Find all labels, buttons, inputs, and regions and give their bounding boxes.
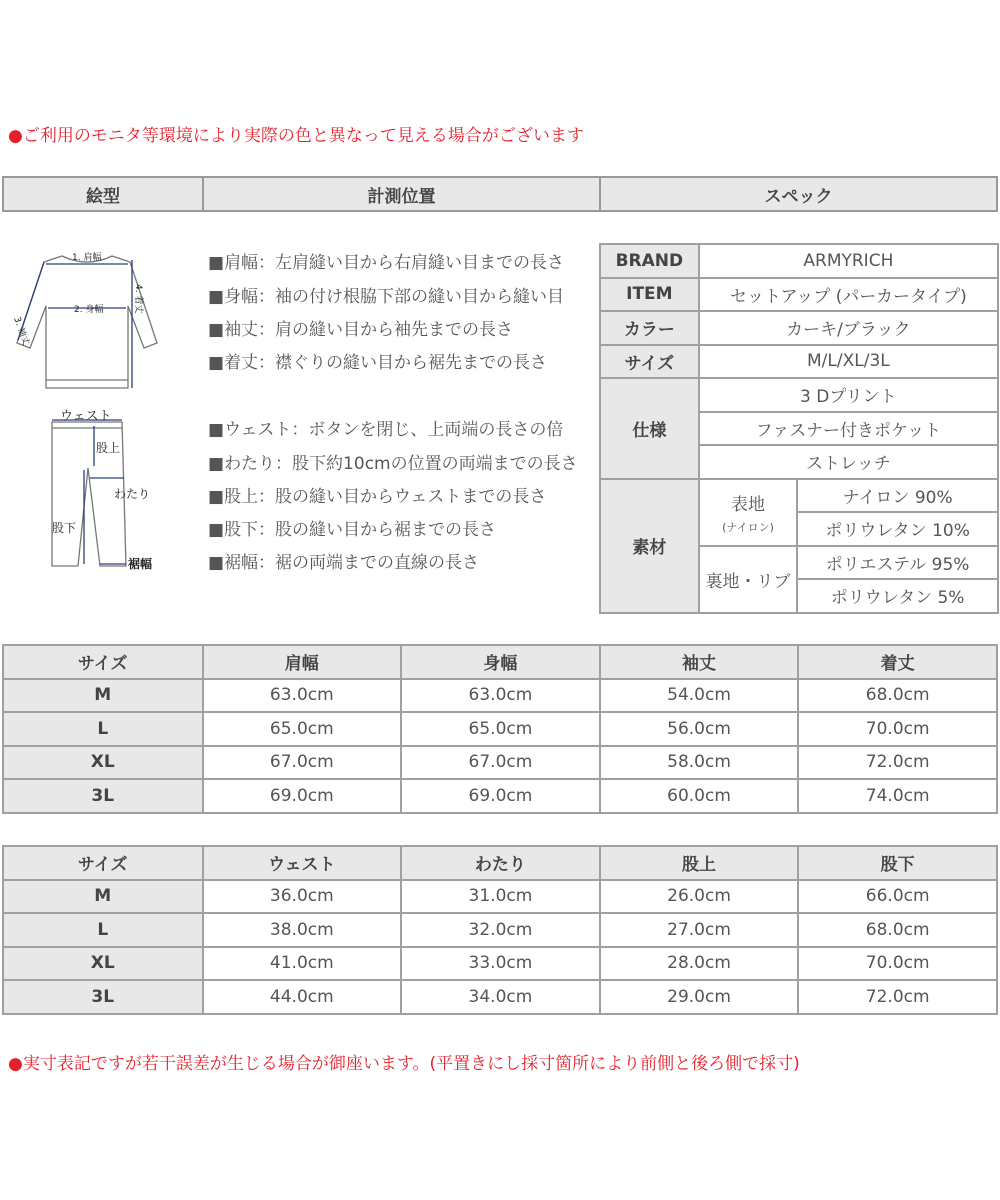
size-cell: 3L	[3, 980, 203, 1014]
diagram-label-chest: 2. 身幅	[74, 305, 104, 315]
spec-feature-label: 仕様	[600, 378, 699, 479]
measure-notice	[8, 1049, 800, 1074]
value-cell: 69.0cm	[203, 779, 402, 813]
value-cell: 41.0cm	[203, 947, 402, 981]
spec-material-label: 素材	[600, 479, 699, 613]
value-cell: 56.0cm	[600, 712, 799, 746]
diagram-label-rise: 股上	[96, 441, 121, 455]
value-cell: 60.0cm	[600, 779, 799, 813]
spec-lining-value: ポリエステル 95%	[797, 546, 998, 580]
bullet-icon: ●	[8, 1054, 23, 1074]
size-cell: L	[3, 712, 203, 746]
measure-notice-text: 実寸表記ですが若干誤差が生じる場合が御座います。(平置きにし採寸箇所により前側と後ろ側で採寸)	[22, 1054, 800, 1074]
column-header: 身幅	[401, 645, 600, 679]
measure-item: ■わたり：股下約10cmの位置の両端までの長さ	[208, 454, 578, 474]
section-header	[2, 176, 998, 212]
value-cell: 26.0cm	[600, 880, 799, 914]
value-cell: 70.0cm	[798, 947, 997, 981]
table-row	[3, 779, 997, 813]
table-row	[3, 913, 997, 947]
diagram-label-sleeve: 3. 袖丈	[11, 315, 31, 347]
size-cell: M	[3, 880, 203, 914]
spec-outer-title: 表地	[731, 494, 765, 515]
size-cell: 3L	[3, 779, 203, 813]
value-cell: 67.0cm	[401, 746, 600, 780]
spec-color-label: カラー	[600, 311, 699, 345]
measure-item: ■袖丈：肩の縫い目から袖先までの長さ	[208, 320, 514, 340]
table-row	[3, 712, 997, 746]
table-header-row	[3, 645, 997, 679]
column-header: サイズ	[3, 846, 203, 880]
spec-feature-value: ファスナー付きポケット	[699, 412, 998, 446]
value-cell: 63.0cm	[203, 679, 402, 713]
spec-lining-label: 裏地・リブ	[699, 546, 798, 613]
spec-item-label: ITEM	[600, 278, 699, 312]
spec-outer-sub: (ナイロン)	[722, 520, 774, 534]
value-cell: 68.0cm	[798, 679, 997, 713]
measure-item: ■股下：股の縫い目から裾までの長さ	[208, 520, 497, 540]
color-notice	[8, 121, 584, 146]
table-row	[3, 880, 997, 914]
spec-color-value: カーキ/ブラック	[699, 311, 998, 345]
measure-item: ■着丈：襟ぐりの縫い目から裾先までの長さ	[208, 353, 548, 373]
value-cell: 29.0cm	[600, 980, 799, 1014]
value-cell: 66.0cm	[798, 880, 997, 914]
spec-item-value: セットアップ (パーカータイプ)	[699, 278, 998, 312]
value-cell: 32.0cm	[401, 913, 600, 947]
value-cell: 69.0cm	[401, 779, 600, 813]
size-table-top	[2, 644, 998, 814]
diagram-label-length: 4. 着丈	[133, 284, 143, 314]
value-cell: 65.0cm	[203, 712, 402, 746]
column-header: 袖丈	[600, 645, 799, 679]
color-notice-text: ご利用のモニタ等環境により実際の色と異なって見える場合がございます	[22, 126, 584, 146]
spec-outer-value: ナイロン 90%	[797, 479, 998, 513]
table-row	[3, 679, 997, 713]
size-cell: XL	[3, 947, 203, 981]
value-cell: 68.0cm	[798, 913, 997, 947]
header-measure-position: 計測位置	[204, 178, 601, 210]
measure-item: ■股上：股の縫い目からウェストまでの長さ	[208, 487, 547, 507]
column-header: 肩幅	[203, 645, 402, 679]
table-header-row	[3, 846, 997, 880]
spec-feature-value: 3 Dプリント	[699, 378, 998, 412]
diagram-label-hem: 裾幅	[128, 557, 153, 571]
size-table-bottom	[2, 845, 998, 1015]
table-row	[3, 980, 997, 1014]
diagram-label-inseam: 股下	[52, 521, 77, 535]
size-cell: L	[3, 913, 203, 947]
value-cell: 28.0cm	[600, 947, 799, 981]
column-header: 股上	[600, 846, 799, 880]
value-cell: 31.0cm	[401, 880, 600, 914]
table-row	[3, 947, 997, 981]
bullet-icon: ●	[8, 126, 23, 146]
value-cell: 63.0cm	[401, 679, 600, 713]
spec-size-value: M/L/XL/3L	[699, 345, 998, 379]
size-cell: XL	[3, 746, 203, 780]
column-header: 股下	[798, 846, 997, 880]
value-cell: 33.0cm	[401, 947, 600, 981]
measure-item: ■ウェスト：ボタンを閉じ、上両端の長さの倍	[208, 420, 564, 440]
value-cell: 44.0cm	[203, 980, 402, 1014]
spec-brand-value: ARMYRICH	[699, 244, 998, 278]
spec-table	[599, 243, 999, 614]
value-cell: 38.0cm	[203, 913, 402, 947]
measure-item: ■肩幅：左肩縫い目から右肩縫い目までの長さ	[208, 253, 565, 273]
column-header: ウェスト	[203, 846, 402, 880]
spec-lining-value: ポリウレタン 5%	[797, 579, 998, 613]
value-cell: 27.0cm	[600, 913, 799, 947]
column-header: 着丈	[798, 645, 997, 679]
diagram-label-thigh: わたり	[114, 487, 151, 501]
column-header: サイズ	[3, 645, 203, 679]
measure-item: ■裾幅：裾の両端までの直線の長さ	[208, 553, 480, 573]
value-cell: 58.0cm	[600, 746, 799, 780]
spec-feature-value: ストレッチ	[699, 445, 998, 479]
size-cell: M	[3, 679, 203, 713]
spec-outer-label	[699, 479, 798, 546]
value-cell: 65.0cm	[401, 712, 600, 746]
table-row	[3, 746, 997, 780]
spec-outer-value: ポリウレタン 10%	[797, 512, 998, 546]
value-cell: 34.0cm	[401, 980, 600, 1014]
diagram-label-shoulder: 1. 肩幅	[72, 253, 102, 263]
value-cell: 74.0cm	[798, 779, 997, 813]
value-cell: 36.0cm	[203, 880, 402, 914]
measure-item: ■身幅：袖の付け根脇下部の縫い目から縫い目	[208, 287, 565, 307]
top-garment-diagram	[2, 248, 172, 408]
diagram-label-waist: ウェスト	[60, 409, 112, 424]
value-cell: 72.0cm	[798, 980, 997, 1014]
spec-size-label: サイズ	[600, 345, 699, 379]
value-cell: 72.0cm	[798, 746, 997, 780]
column-header: わたり	[401, 846, 600, 880]
spec-brand-label: BRAND	[600, 244, 699, 278]
value-cell: 70.0cm	[798, 712, 997, 746]
bottom-garment-diagram	[30, 408, 170, 578]
header-spec: スペック	[764, 186, 833, 207]
value-cell: 54.0cm	[600, 679, 799, 713]
value-cell: 67.0cm	[203, 746, 402, 780]
header-illustration: 絵型	[4, 178, 204, 210]
